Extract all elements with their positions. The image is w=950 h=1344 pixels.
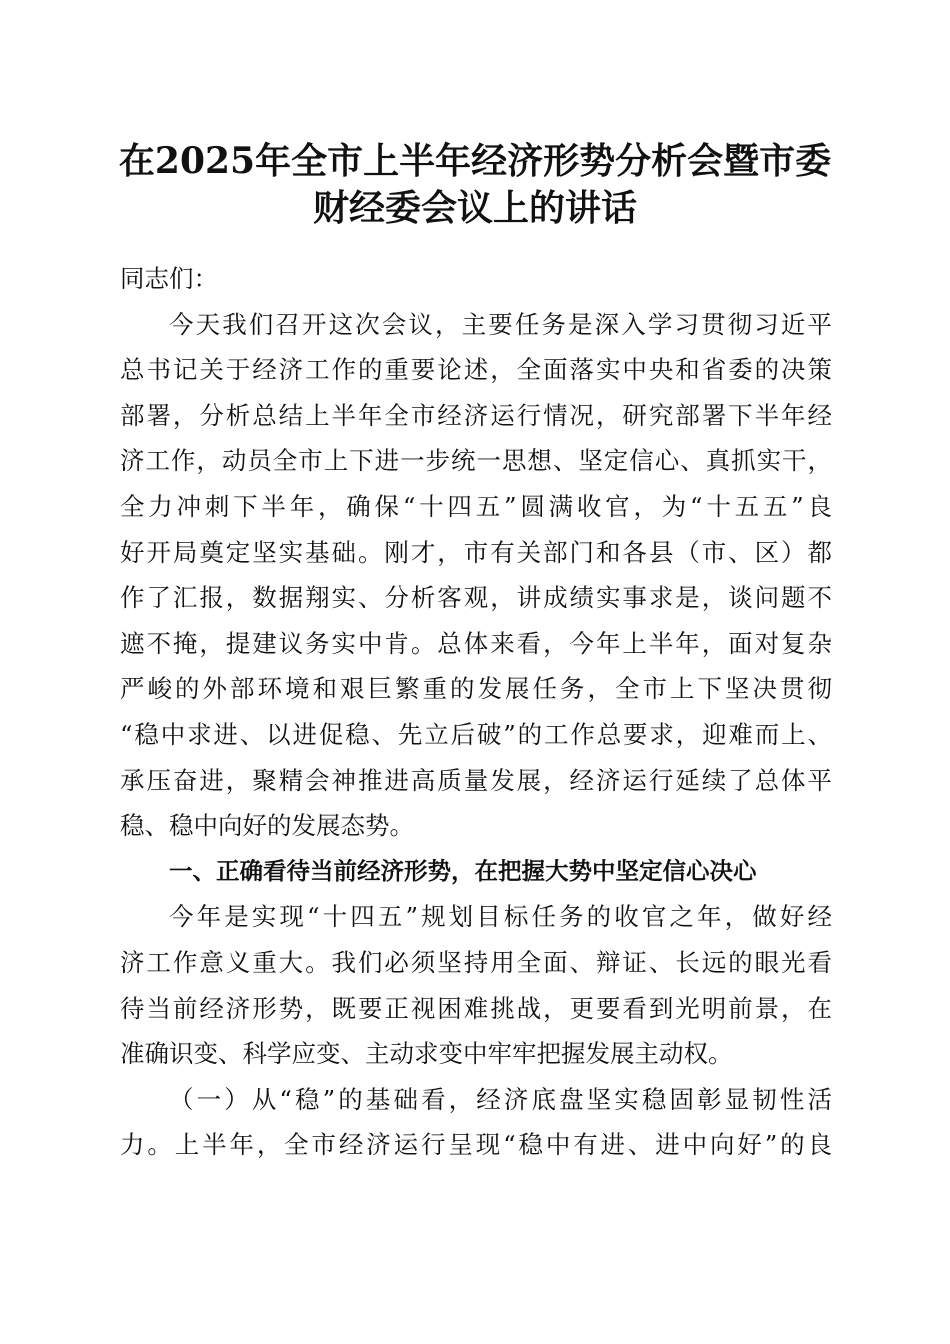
paragraph-section1 (120, 894, 832, 1076)
paragraph-line: （一）从“稳”的基础看，经济底盘坚实稳固彰显韧性活 (169, 1084, 832, 1114)
title-line: 在2025年全市上半年经济形势分析会暨市委 (118, 140, 832, 182)
paragraph-line: 今天我们召开这次会议，主要任务是深入学习贯彻习近平 (169, 309, 832, 339)
title-line: 财经委会议上的讲话 (312, 187, 637, 229)
paragraph-line: 承压奋进，聚精会神推进高质量发展，经济运行延续了总体平 (120, 765, 832, 795)
section-heading: 一、正确看待当前经济形势，在把握大势中坚定信心决心 (169, 856, 757, 885)
document-title (100, 138, 850, 232)
paragraph-opening (120, 302, 832, 849)
salutation: 同志们： (120, 264, 218, 293)
paragraph-line: 稳、稳中向好的发展态势。 (120, 811, 414, 841)
paragraph-line: “稳中求进、以进促稳、先立后破”的工作总要求，迎难而上、 (120, 719, 832, 749)
paragraph-line: 全力冲刺下半年，确保“十四五”圆满收官，为“十五五”良 (120, 491, 832, 521)
paragraph-line: 待当前经济形势，既要正视困难挑战，更要看到光明前景，在 (120, 993, 832, 1023)
paragraph-line: 总书记关于经济工作的重要论述，全面落实中央和省委的决策 (120, 355, 832, 385)
paragraph-line: 准确识变、科学应变、主动求变中牢牢把握发展主动权。 (120, 1039, 733, 1069)
paragraph-line: 力。上半年，全市经济运行呈现“稳中有进、进中向好”的良 (120, 1130, 832, 1160)
paragraph-line: 遮不掩，提建议务实中肯。总体来看，今年上半年，面对复杂 (120, 628, 832, 658)
paragraph-subsection1 (120, 1077, 832, 1168)
paragraph-line: 今年是实现“十四五”规划目标任务的收官之年，做好经 (169, 902, 832, 932)
paragraph-line: 作了汇报，数据翔实、分析客观，讲成绩实事求是，谈问题不 (120, 583, 832, 613)
document-body (120, 256, 832, 1168)
paragraph-line: 部署，分析总结上半年全市经济运行情况，研究部署下半年经 (120, 400, 832, 430)
paragraph-line: 济工作，动员全市上下进一步统一思想、坚定信心、真抓实干， (120, 446, 832, 476)
paragraph-line: 好开局奠定坚实基础。刚才，市有关部门和各县（市、区）都 (120, 537, 832, 567)
paragraph-line: 严峻的外部环境和艰巨繁重的发展任务，全市上下坚决贯彻 (120, 674, 832, 704)
paragraph-line: 济工作意义重大。我们必须坚持用全面、辩证、长远的眼光看 (120, 947, 832, 977)
